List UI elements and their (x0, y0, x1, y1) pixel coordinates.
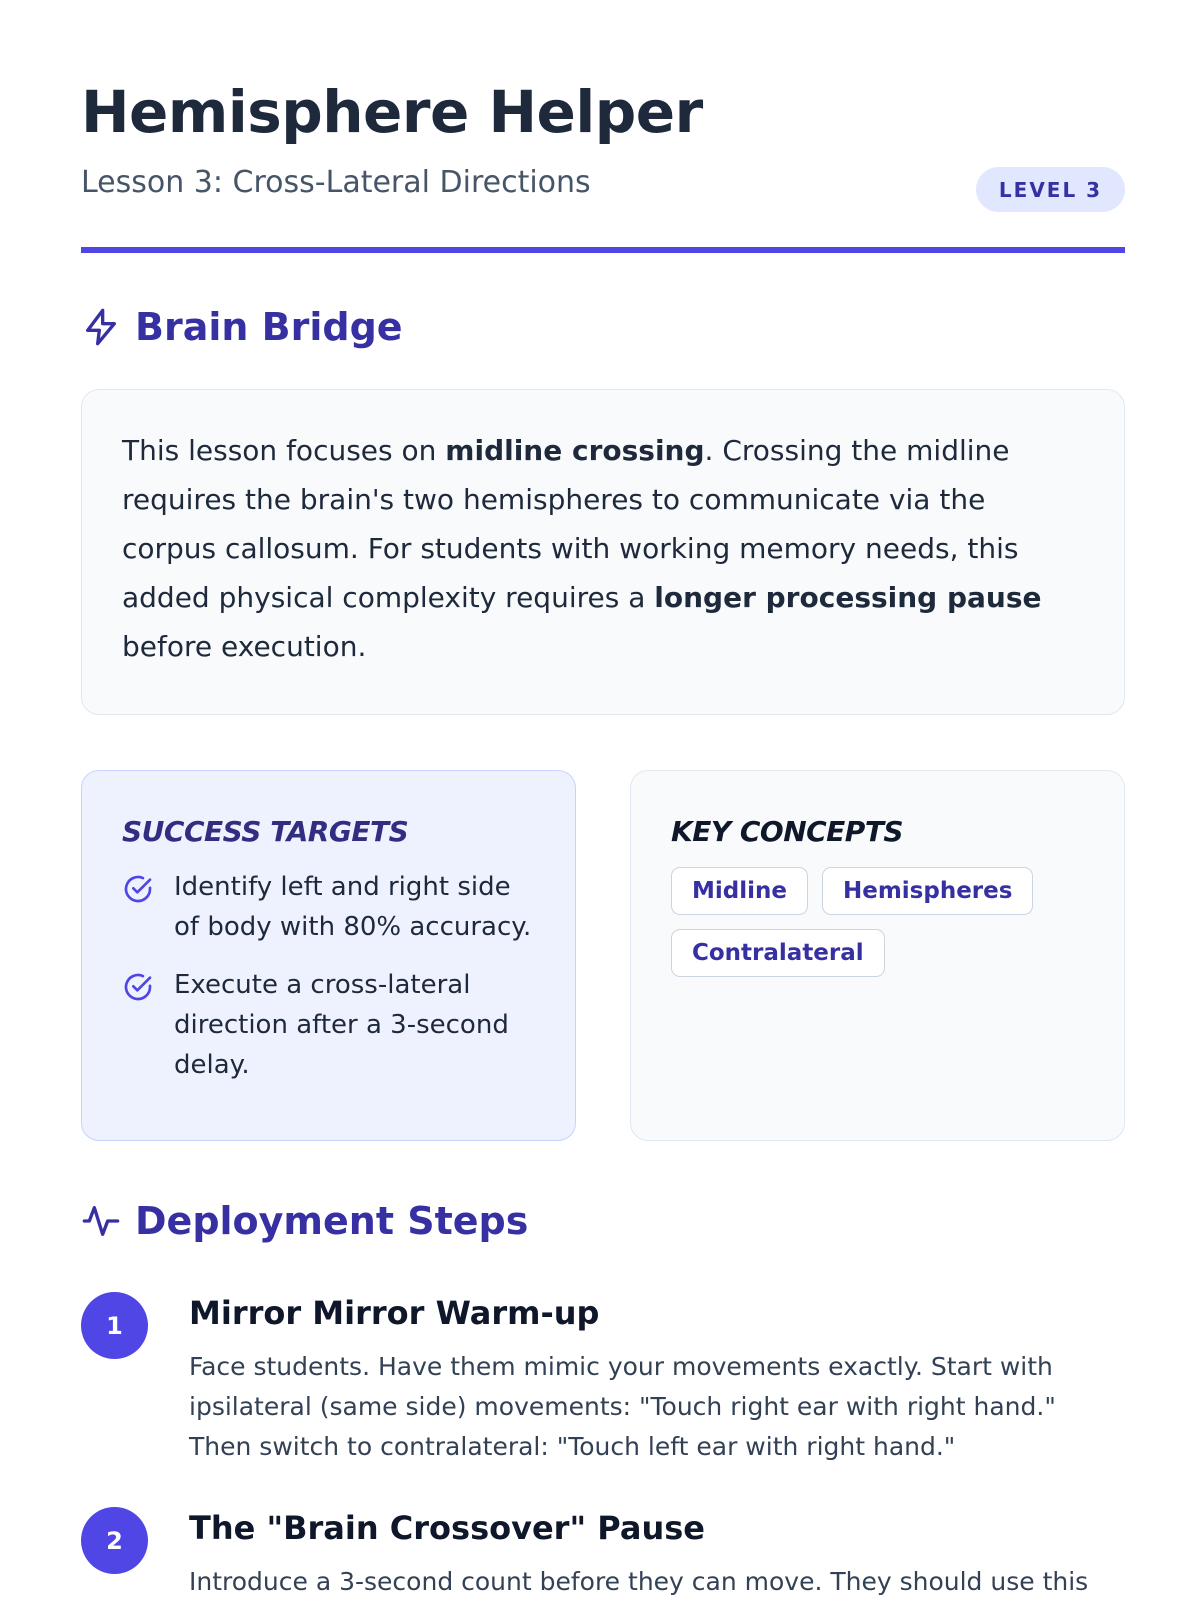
concept-tag-hemispheres[interactable]: Hemispheres (822, 867, 1033, 915)
header-divider (81, 247, 1125, 253)
target-item (122, 867, 535, 947)
deployment-steps-heading-label: Deployment Steps (135, 1199, 529, 1243)
intro-text-part: before execution. (122, 630, 367, 663)
concept-tags (671, 867, 1051, 977)
step-number: 2 (81, 1507, 148, 1574)
intro-text-part: . Crossing the midline requires the brain's two hemispheres to communicate via the corpus callosum. For students with working memory needs, this added physical complexity requires a (122, 434, 1019, 614)
intro-emphasis-midline: midline crossing (445, 434, 705, 467)
step-title: The "Brain Crossover" Pause (189, 1509, 705, 1547)
deployment-steps-heading (81, 1199, 528, 1243)
success-targets-card (81, 770, 576, 1141)
intro-emphasis-pause: longer processing pause (654, 581, 1042, 614)
check-circle-icon (122, 971, 154, 1003)
lesson-subtitle: Lesson 3: Cross-Lateral Directions (81, 165, 591, 200)
step-title: Mirror Mirror Warm-up (189, 1294, 600, 1332)
check-circle-icon (122, 873, 154, 905)
brain-bridge-text (122, 426, 1084, 671)
target-text: Identify left and right side of body with 80% accuracy. (174, 871, 532, 942)
key-concepts-title: KEY CONCEPTS (671, 815, 904, 848)
deployment-step (81, 1507, 1125, 1600)
page-title: Hemisphere Helper (81, 78, 703, 146)
step-number: 1 (81, 1292, 148, 1359)
step-description: Introduce a 3-second count before they can move. They should use this (189, 1567, 1089, 1596)
brain-bridge-heading (81, 305, 403, 349)
brain-bridge-heading-label: Brain Bridge (135, 305, 403, 349)
deployment-step (81, 1292, 1125, 1462)
intro-text-part: This lesson focuses on (122, 434, 446, 467)
target-item (122, 965, 535, 1085)
success-targets-title: SUCCESS TARGETS (122, 815, 409, 848)
target-text: Execute a cross-lateral direction after a 3-second delay. (174, 969, 509, 1080)
brain-bridge-card (81, 389, 1125, 715)
pulse-icon (81, 1201, 121, 1241)
step-description: Face students. Have them mimic your movements exactly. Start with ipsilateral (same side) movements: "Touch right ear with right hand." Then switch to contralateral: "Touch left ear with right hand." (189, 1352, 1056, 1461)
lightning-icon (81, 307, 121, 347)
level-badge: LEVEL 3 (976, 167, 1125, 212)
concept-tag-contralateral[interactable]: Contralateral (671, 929, 885, 977)
key-concepts-card (630, 770, 1125, 1141)
concept-tag-midline[interactable]: Midline (671, 867, 808, 915)
